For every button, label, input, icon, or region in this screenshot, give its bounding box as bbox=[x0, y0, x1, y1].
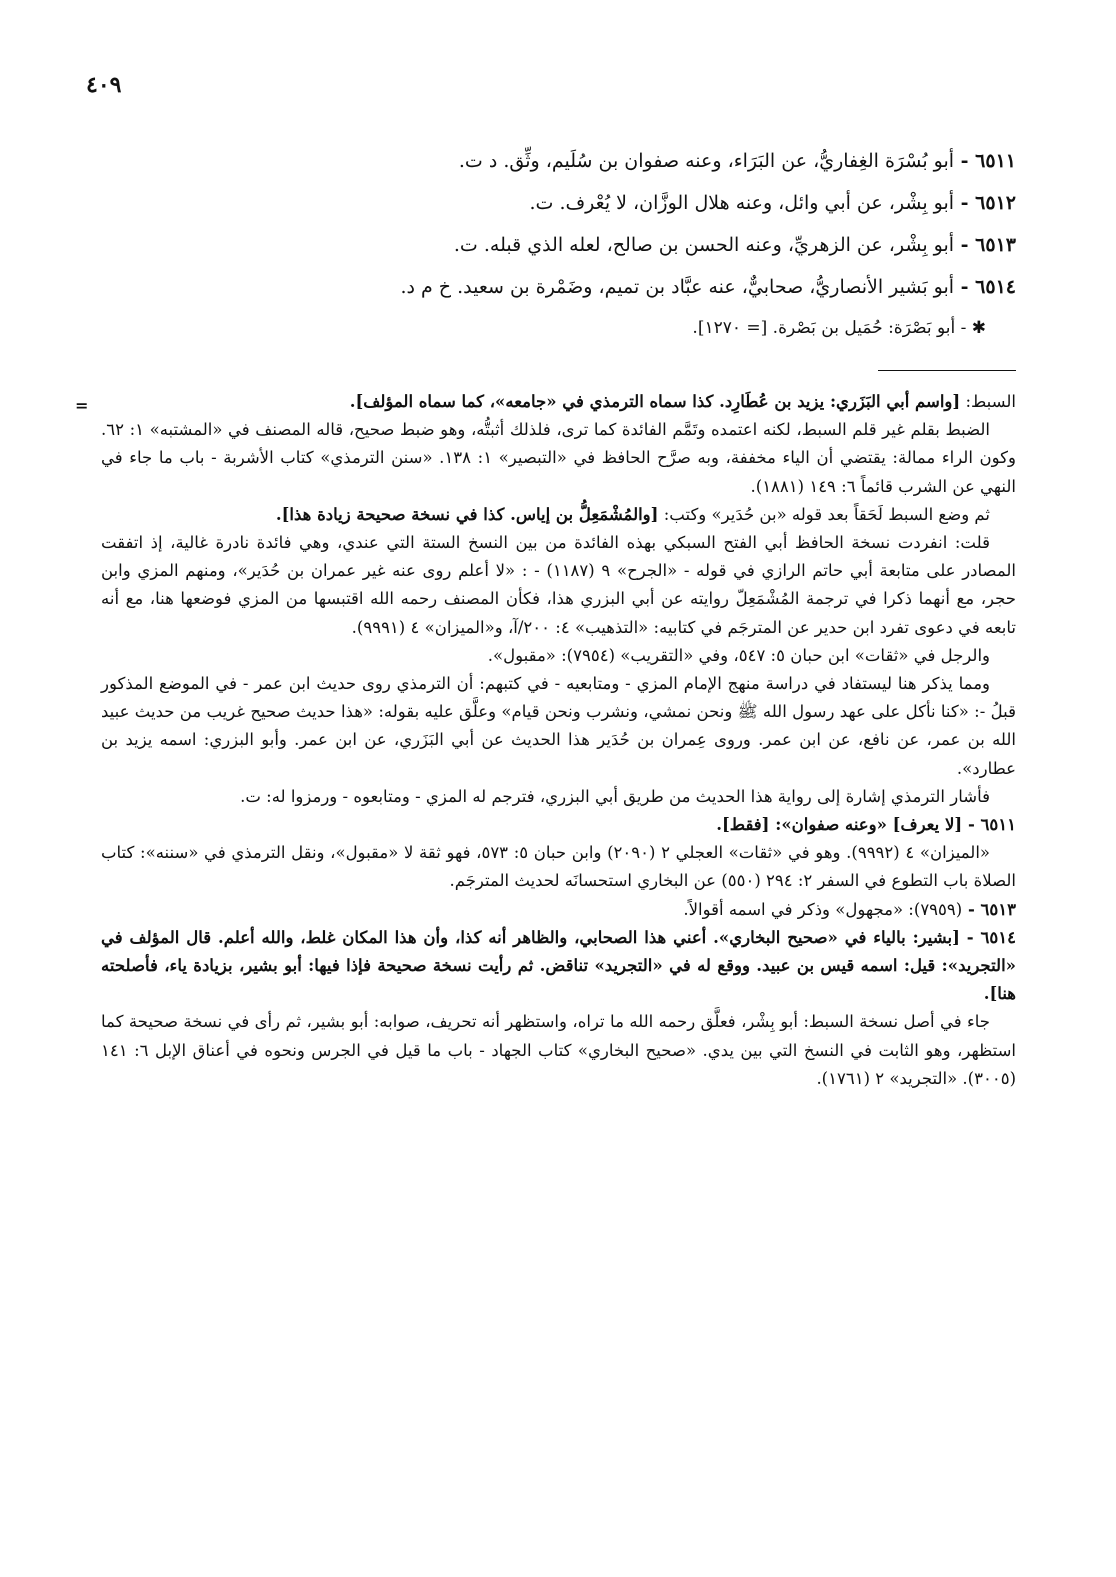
note-paragraph: الضبط بقلم غير قلم السبط، لكنه اعتمده وتَمَّم الفائدة كما ترى، فلذلك أثبتُّه، وهو ضبط صحيح، قاله المصنف في «المشتبه» ١: ٦٢. وكون الراء ممالة: يقتضي أن الياء مخففة، وبه صرَّح الحافظ في «التبصير» ١: ١٣٨. «سنن الترمذي» كتاب الأشربة - باب ما جاء في النهي عن الشرب قائماً ٦: ١٤٩ (١٨٨١). bbox=[101, 420, 1016, 496]
entry-text: أبو بَشير الأنصاريُّ، صحابيٌّ، عنه عبَّاد بن تميم، وضَمْرة بن سعيد. خ م د. bbox=[400, 276, 955, 298]
note-paragraph: جاء في أصل نسخة السبط: أبو بِشْر، فعلَّق رحمه الله ما تراه، واستظهر أنه تحريف، صوابه: أبو بشير، ثم رأى في نسخة صحيحة كما استظهر، وهو الثابت في النسخ التي بين يدي. «صحيح البخاري» كتاب الجهاد - باب ما قيل في الجرس ونحوه في أعناق الإبل ٦: ١٤١ (٣٠٠٥). «التجريد» ٢ (١٧٦١). bbox=[101, 1012, 1016, 1088]
note-bold: [بشير: بالياء في «صحيح البخاري». أعني هذا الصحابي، والظاهر أنه كذا، وأن هذا المكان غلط، والله أعلم. قال المؤلف في «التجريد»: قيل: اسمه قيس بن عبيد. ووقع له في «التجريد» تناقض. ثم رأيت نسخة صحيحة فإذا فيها: أبو بشير، بزيادة ياء، فأصلحته هنا]. bbox=[101, 927, 1016, 1004]
note-paragraph: «الميزان» ٤ (٩٩٩٢). وهو في «ثقات» العجلي ٢ (٢٠٩٠) وابن حبان ٥: ٥٧٣، فهو ثقة لا «مقبول»، ونقل الترمذي في «سننه»: كتاب الصلاة باب التطوع في السفر ٢: ٢٩٤ (٥٥٠) عن البخاري استحسانَه لحديث المترجَم. bbox=[101, 843, 1016, 891]
footnotes bbox=[75, 388, 1016, 1093]
entry-text: أبو بِشْر، عن أبي وائل، وعنه هلال الوزَّان، لا يُعْرف. ت. bbox=[529, 192, 955, 214]
note-sibt bbox=[75, 388, 1016, 416]
entry-text: أبو بِشْر، عن الزهريِّ، وعنه الحسن بن صالح، لعله الذي قبله. ت. bbox=[453, 234, 955, 256]
page-number: ٤٠٩ bbox=[86, 72, 122, 98]
entries-list bbox=[256, 140, 1016, 348]
note-lead: ثم وضع السبط لَحَقاً بعد قوله «بن حُدَير» وكتب: bbox=[658, 504, 990, 524]
entry-6511 bbox=[256, 140, 1016, 182]
note-6513 bbox=[101, 896, 1016, 924]
note-bold: [فقط]. bbox=[716, 815, 770, 835]
entry-text: أبو بُسْرَة الغِفاريُّ، عن البَرَاء، وعنه صفوان بن سُلَيم، وثِّق. د ت. bbox=[458, 150, 955, 172]
note-bold: [والمُشْمَعِلُّ بن إياس. كذا في نسخة صحيحة زيادة هذا]. bbox=[275, 504, 659, 524]
note-bold: [لا يعرف] «وعنه صفوان»: bbox=[769, 815, 963, 835]
note-6511 bbox=[101, 811, 1016, 839]
note-marker: = bbox=[75, 396, 89, 415]
entry-number: ٦٥١٢ - bbox=[954, 192, 1016, 214]
entry-number: ٦٥١٤ - bbox=[954, 276, 1016, 298]
note-paragraph bbox=[101, 501, 1016, 529]
note-paragraph: قلت: انفردت نسخة الحافظ أبي الفتح السبكي بهذه الفائدة من بين النسخ الستة التي عندي، وهي فائدة نادرة غالية، إذ اتفقت المصادر على متابعة أبي حاتم الرازي في قوله - «الجرح» ٩ (١١٨٧) - : «لا أعلم روى عنه غير عمران بن حُدَير»، ومنهم المزي وابن حجر، مع أنهما ذكرا في ترجمة المُشْمَعِلّ روايته عن أبي البزري هذا، فكأن المصنف رحمه الله اقتبسها من المزي فوضعها هنا، مع أنه تابعه في دعوى تفرد ابن حدير عن المترجَم في كتابيه: «التذهيب» ٤: ٢٠٠/آ، و«الميزان» ٤ (٩٩٩١). bbox=[101, 533, 1016, 637]
note-paragraph: فأشار الترمذي إشارة إلى رواية هذا الحديث من طريق أبي البزري، فترجم له المزي - ومتابعوه - ورمزوا له: ت. bbox=[240, 786, 990, 806]
note-bold: [واسم أبي البَزَري: يزيد بن عُطَارِد. كذا سماه الترمذي في «جامعه»، كما سماه المؤلف]. bbox=[349, 392, 961, 411]
note-paragraph: ومما يذكر هنا ليستفاد في دراسة منهج الإمام المزي - ومتابعيه - في كتبهم: أن الترمذي روى حديث ابن عمر - في الموضع المذكور قبلُ -: «كنا نأكل على عهد رسول الله ﷺ ونحن نمشي، ونشرب ونحن قيام» وعلَّق عليه بقوله: «هذا حديث صحيح غريب من حديث عبيد الله بن عمر، عن نافع، عن ابن عمر. وروى عِمران بن حُدَير هذا الحديث عن أبي البَزَري، عن ابن عمر. وأبو البزري: اسمه يزيد بن عطارد». bbox=[101, 674, 1016, 778]
note-number: ٦٥١٣ - bbox=[962, 899, 1016, 919]
note-paragraph: والرجل في «ثقات» ابن حبان ٥: ٥٤٧، وفي «التقريب» (٧٩٥٤): «مقبول». bbox=[487, 645, 990, 665]
note-number: ٦٥١٤ - bbox=[959, 927, 1016, 947]
note-number: ٦٥١١ - bbox=[962, 815, 1016, 835]
entry-6513 bbox=[256, 224, 1016, 266]
entry-number: ٦٥١٣ - bbox=[954, 234, 1016, 256]
note-text: (٧٩٥٩): «مجهول» وذكر في اسمه أقوالاً. bbox=[683, 899, 963, 919]
note-lead: السبط: bbox=[960, 392, 1016, 411]
note-6514 bbox=[101, 924, 1016, 1009]
entry-number: ٦٥١١ - bbox=[954, 150, 1016, 172]
footnote-separator bbox=[878, 370, 1016, 371]
entry-6512 bbox=[256, 182, 1016, 224]
cross-reference: ✱ - أبو بَصْرَة: حُمَيل بن بَصْرة. [= ١٢٧٠]. bbox=[692, 318, 986, 338]
entry-6514 bbox=[256, 266, 1016, 308]
